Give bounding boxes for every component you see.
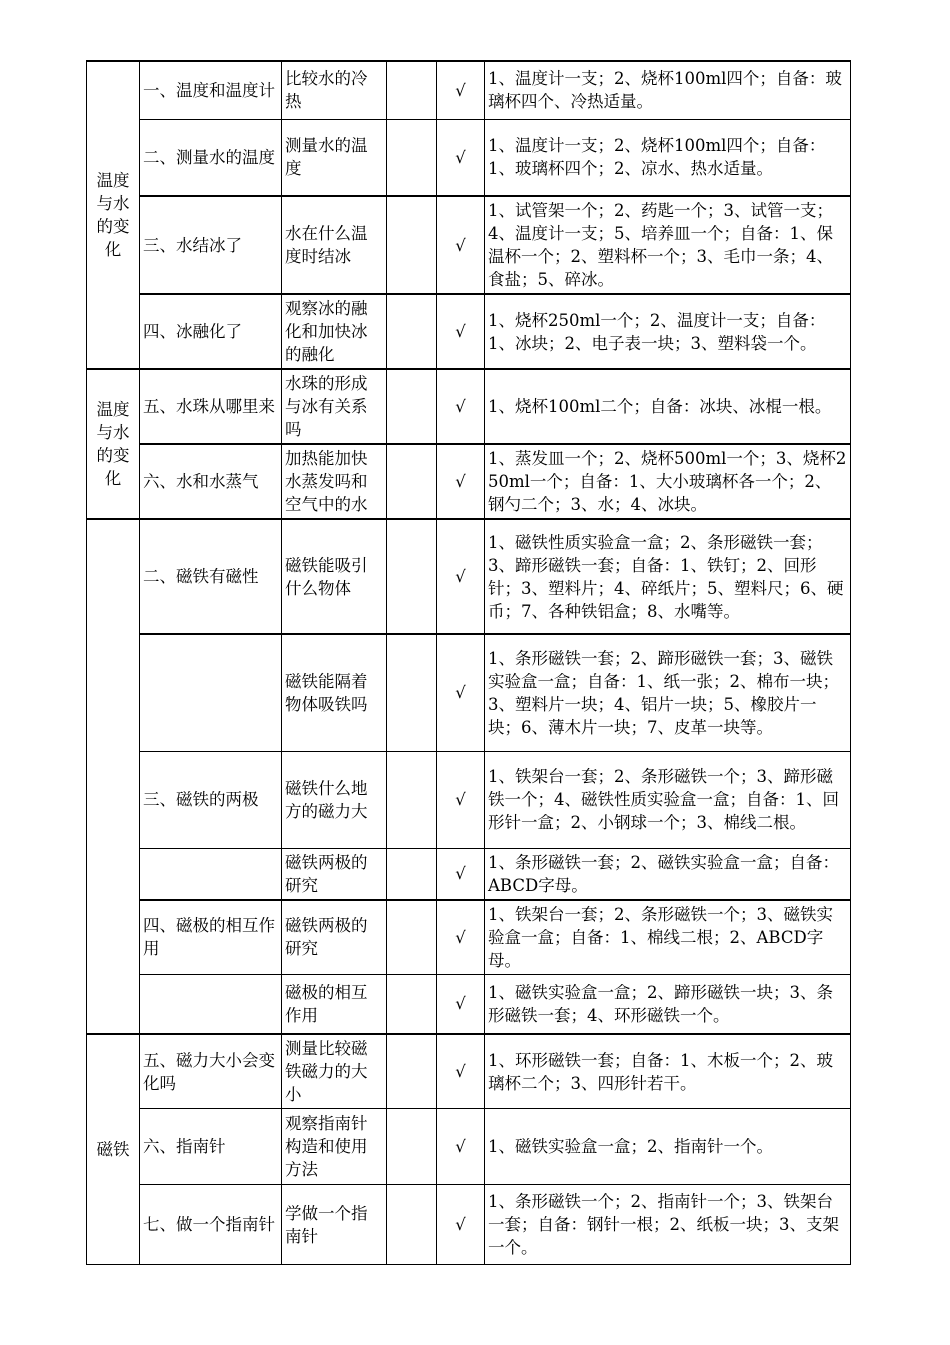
lesson-cell: 五、磁力大小会变化吗: [140, 1034, 282, 1109]
lesson-cell: 二、磁铁有磁性: [140, 519, 282, 634]
blank-cell: [387, 196, 437, 294]
blank-cell: [387, 61, 437, 119]
materials-cell: 1、蒸发皿一个；2、烧杯500ml一个；3、烧杯250ml一个；自备：1、大小玻璃杯各一个；2、钢勺二个；3、水；4、冰块。: [485, 444, 851, 519]
check-mark: √: [437, 751, 485, 848]
table-row: [87, 634, 851, 751]
experiment-table: [86, 60, 851, 1265]
experiment-cell: 磁铁两极的研究: [282, 848, 387, 900]
materials-cell: 1、铁架台一套；2、条形磁铁一个；3、蹄形磁铁一个；4、磁铁性质实验盒一盒；自备：1、回形针一盒；2、小钢球一个；3、棉线二根。: [485, 751, 851, 848]
lesson-cell: [140, 848, 282, 900]
experiment-cell: 磁铁两极的研究: [282, 900, 387, 975]
table-row: [87, 1034, 851, 1109]
materials-cell: 1、条形磁铁一个；2、指南针一个；3、铁架台一套；自备：钢针一根；2、纸板一块；3、支架一个。: [485, 1185, 851, 1265]
table-row: [87, 974, 851, 1034]
lesson-cell: 三、磁铁的两极: [140, 751, 282, 848]
table-row: [87, 900, 851, 975]
check-mark: √: [437, 444, 485, 519]
blank-cell: [387, 294, 437, 369]
table-row: [87, 61, 851, 119]
blank-cell: [387, 1109, 437, 1185]
check-mark: √: [437, 519, 485, 634]
experiment-cell: 磁铁能吸引什么物体: [282, 519, 387, 634]
check-mark: √: [437, 369, 485, 444]
unit-cell: 温度与水的变化: [87, 369, 140, 519]
materials-cell: 1、磁铁性质实验盒一盒；2、条形磁铁一套；3、蹄形磁铁一套；自备：1、铁钉；2、回形针；3、塑料片；4、碎纸片；5、塑料尺；6、硬币；7、各种铁铝盒；8、水嘴等。: [485, 519, 851, 634]
table-row: [87, 1185, 851, 1265]
lesson-cell: [140, 974, 282, 1034]
materials-cell: 1、试管架一个；2、药匙一个；3、试管一支；4、温度计一支；5、培养皿一个；自备：1、保温杯一个；2、塑料杯一个；3、毛巾一条；4、食盐；5、碎冰。: [485, 196, 851, 294]
check-mark: √: [437, 196, 485, 294]
check-mark: √: [437, 1034, 485, 1109]
table-row: [87, 119, 851, 196]
lesson-cell: 六、水和水蒸气: [140, 444, 282, 519]
materials-cell: 1、温度计一支；2、烧杯100ml四个；自备：玻璃杯四个、冷热适量。: [485, 61, 851, 119]
check-mark: √: [437, 848, 485, 900]
table-row: [87, 1109, 851, 1185]
experiment-cell: 观察指南针构造和使用方法: [282, 1109, 387, 1185]
check-mark: √: [437, 634, 485, 751]
experiment-cell: 加热能加快水蒸发吗和空气中的水: [282, 444, 387, 519]
table-row: [87, 196, 851, 294]
unit-cell: [87, 519, 140, 1034]
blank-cell: [387, 444, 437, 519]
blank-cell: [387, 519, 437, 634]
lesson-cell: [140, 634, 282, 751]
materials-cell: 1、条形磁铁一套；2、磁铁实验盒一盒；自备：ABCD字母。: [485, 848, 851, 900]
table-row: [87, 848, 851, 900]
blank-cell: [387, 119, 437, 196]
experiment-cell: 磁铁什么地方的磁力大: [282, 751, 387, 848]
check-mark: √: [437, 1109, 485, 1185]
materials-cell: 1、温度计一支；2、烧杯100ml四个；自备：1、玻璃杯四个；2、凉水、热水适量。: [485, 119, 851, 196]
experiment-cell: 水珠的形成与冰有关系吗: [282, 369, 387, 444]
blank-cell: [387, 1034, 437, 1109]
check-mark: √: [437, 974, 485, 1034]
materials-cell: 1、磁铁实验盒一盒；2、指南针一个。: [485, 1109, 851, 1185]
blank-cell: [387, 751, 437, 848]
blank-cell: [387, 974, 437, 1034]
lesson-cell: 三、水结冰了: [140, 196, 282, 294]
blank-cell: [387, 1185, 437, 1265]
check-mark: √: [437, 1185, 485, 1265]
lesson-cell: 一、温度和温度计: [140, 61, 282, 119]
table-row: [87, 519, 851, 634]
materials-cell: 1、烧杯250ml一个；2、温度计一支；自备：1、冰块；2、电子表一块；3、塑料袋一个。: [485, 294, 851, 369]
materials-cell: 1、条形磁铁一套；2、蹄形磁铁一套；3、磁铁实验盒一盒；自备：1、纸一张；2、棉布一块；3、塑料片一块；4、铝片一块；5、橡胶片一块；6、薄木片一块；7、皮革一块等。: [485, 634, 851, 751]
lesson-cell: 二、测量水的温度: [140, 119, 282, 196]
check-mark: √: [437, 61, 485, 119]
check-mark: √: [437, 900, 485, 975]
lesson-cell: 五、水珠从哪里来: [140, 369, 282, 444]
experiment-cell: 观察冰的融化和加快冰的融化: [282, 294, 387, 369]
experiment-cell: 磁极的相互作用: [282, 974, 387, 1034]
check-mark: √: [437, 294, 485, 369]
lesson-cell: 七、做一个指南针: [140, 1185, 282, 1265]
blank-cell: [387, 369, 437, 444]
unit-cell: 温度与水的变化: [87, 61, 140, 369]
materials-cell: 1、环形磁铁一套；自备：1、木板一个；2、玻璃杯二个；3、四形针若干。: [485, 1034, 851, 1109]
check-mark: √: [437, 119, 485, 196]
materials-cell: 1、铁架台一套；2、条形磁铁一个；3、磁铁实验盒一盒；自备：1、棉线二根；2、ABCD字母。: [485, 900, 851, 975]
experiment-cell: 磁铁能隔着物体吸铁吗: [282, 634, 387, 751]
experiment-cell: 测量比较磁铁磁力的大小: [282, 1034, 387, 1109]
blank-cell: [387, 634, 437, 751]
experiment-cell: 比较水的冷热: [282, 61, 387, 119]
table-row: [87, 444, 851, 519]
table-row: [87, 369, 851, 444]
lesson-cell: 六、指南针: [140, 1109, 282, 1185]
materials-cell: 1、磁铁实验盒一盒；2、蹄形磁铁一块；3、条形磁铁一套；4、环形磁铁一个。: [485, 974, 851, 1034]
lesson-cell: 四、冰融化了: [140, 294, 282, 369]
blank-cell: [387, 900, 437, 975]
table-row: [87, 294, 851, 369]
experiment-cell: 测量水的温度: [282, 119, 387, 196]
lesson-cell: 四、磁极的相互作用: [140, 900, 282, 975]
experiment-cell: 学做一个指南针: [282, 1185, 387, 1265]
table-row: [87, 751, 851, 848]
blank-cell: [387, 848, 437, 900]
unit-cell: 磁铁: [87, 1034, 140, 1265]
materials-cell: 1、烧杯100ml二个；自备：冰块、冰棍一根。: [485, 369, 851, 444]
experiment-cell: 水在什么温度时结冰: [282, 196, 387, 294]
